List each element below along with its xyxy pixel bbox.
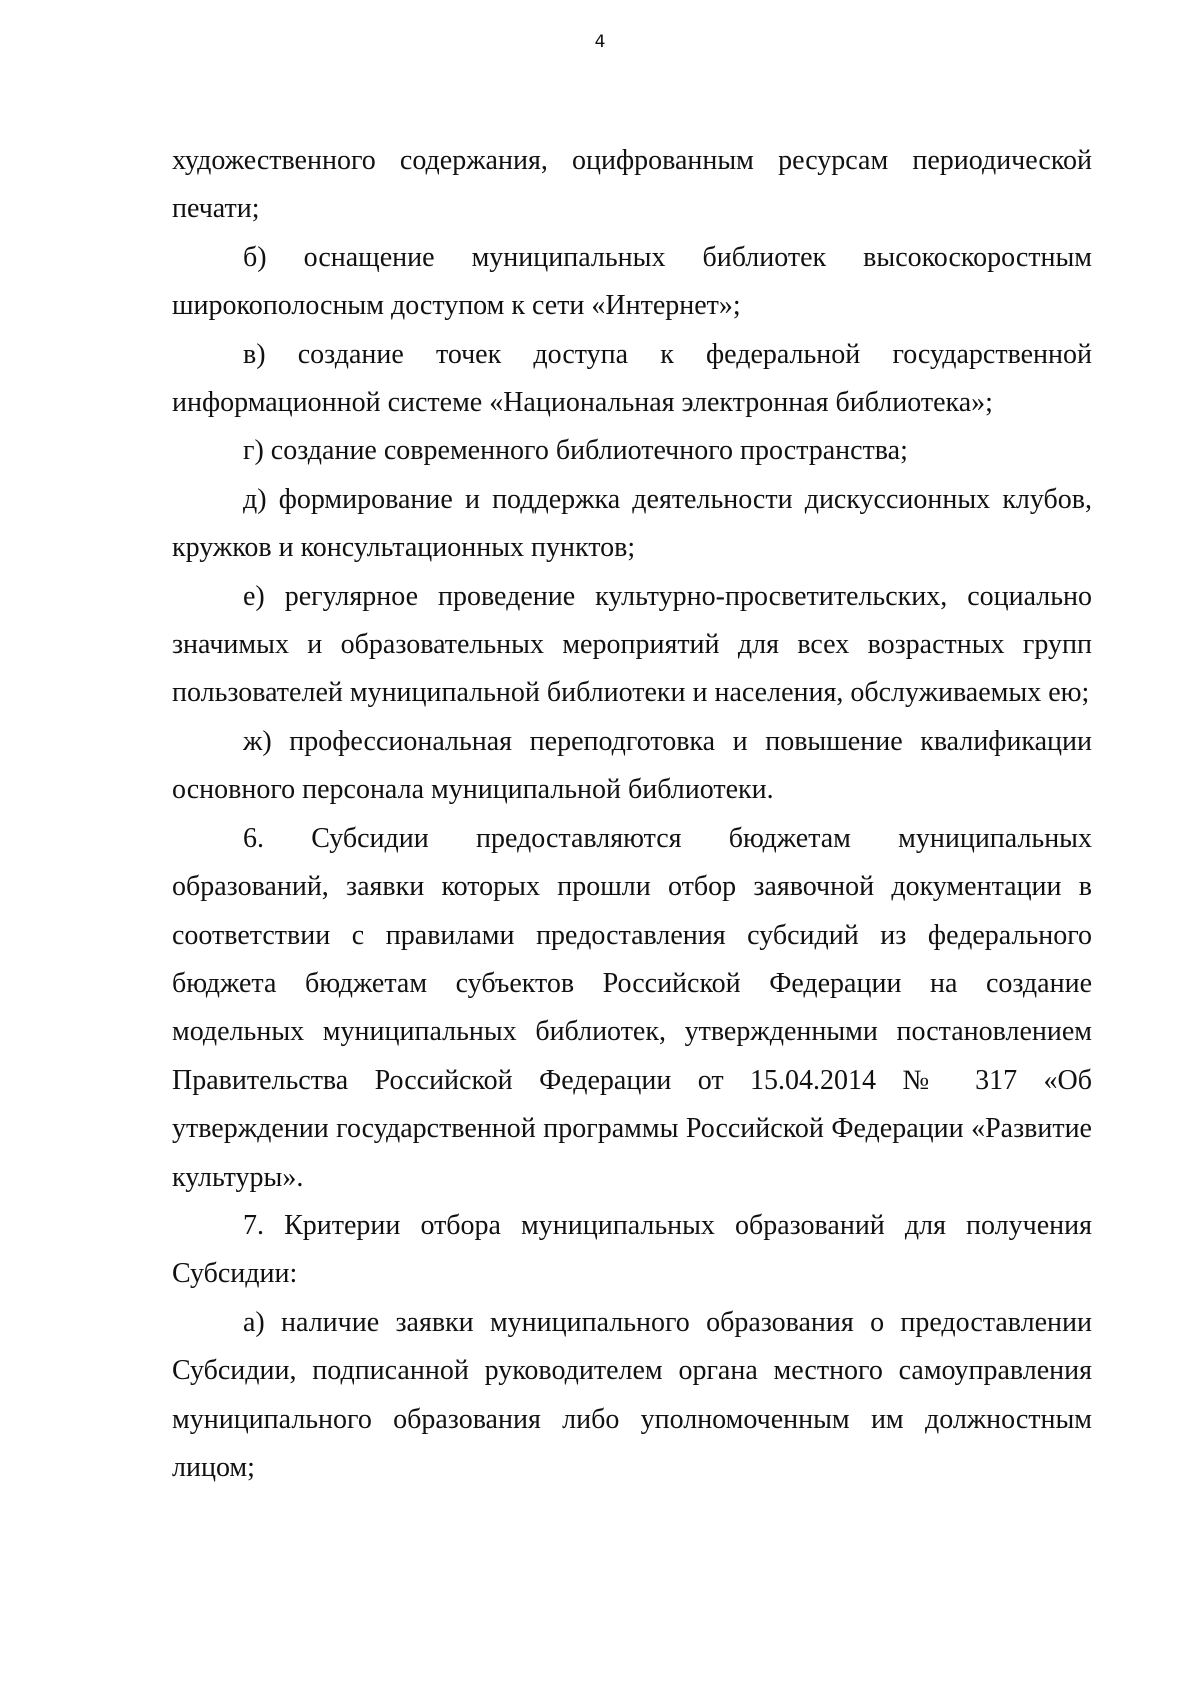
paragraph-continuation: художественного содержания, оцифрованным ресурсам периодической печати;	[172, 145, 1092, 225]
paragraph-item-zh: ж) профессиональная переподготовка и повышение квалификации основного персонала муниципальной библиотеки.	[172, 725, 1092, 806]
paragraph-item-b: б) оснащение муниципальных библиотек высокоскоростным широкополосным доступом к сети «Интернет»;	[172, 241, 1092, 322]
paragraph-item-d: д) формирование и поддержка деятельности дискуссионных клубов, кружков и консультационных пунктов;	[172, 483, 1092, 564]
paragraph-section-6: 6. Субсидии предоставляются бюджетам муниципальных образований, заявки которых прошли отбор заявочной документации в соответствии с правилами предоставления субсидий из федерального бюджета бюджетам субъектов Российской Федерации на создание модельных муниципальных библиотек, утвержденными постановлением Правительства Российской Федерации от 15.04.2014 № 317 «Об утверждении государственной программы Российской Федерации «Развитие культуры».	[172, 822, 1092, 1193]
paragraph-item-v: в) создание точек доступа к федеральной государственной информационной системе «Национальная электронная библиотека»;	[172, 338, 1092, 419]
page-number: 4	[594, 32, 606, 52]
paragraph-section-7: 7. Критерии отбора муниципальных образований для получения Субсидии:	[172, 1209, 1092, 1290]
paragraph-item-g: г) создание современного библиотечного пространства;	[243, 435, 908, 467]
paragraph-item-e: е) регулярное проведение культурно-просветительских, социально значимых и образовательных мероприятий для всех возрастных групп пользователей муниципальной библиотеки и населения, обслуживаемых ею;	[172, 580, 1092, 709]
document-body	[172, 137, 1092, 1492]
paragraph-item-a: а) наличие заявки муниципального образования о предоставлении Субсидии, подписанной руководителем органа местного самоуправления муниципального образования либо уполномоченным им должностным лицом;	[172, 1306, 1092, 1483]
